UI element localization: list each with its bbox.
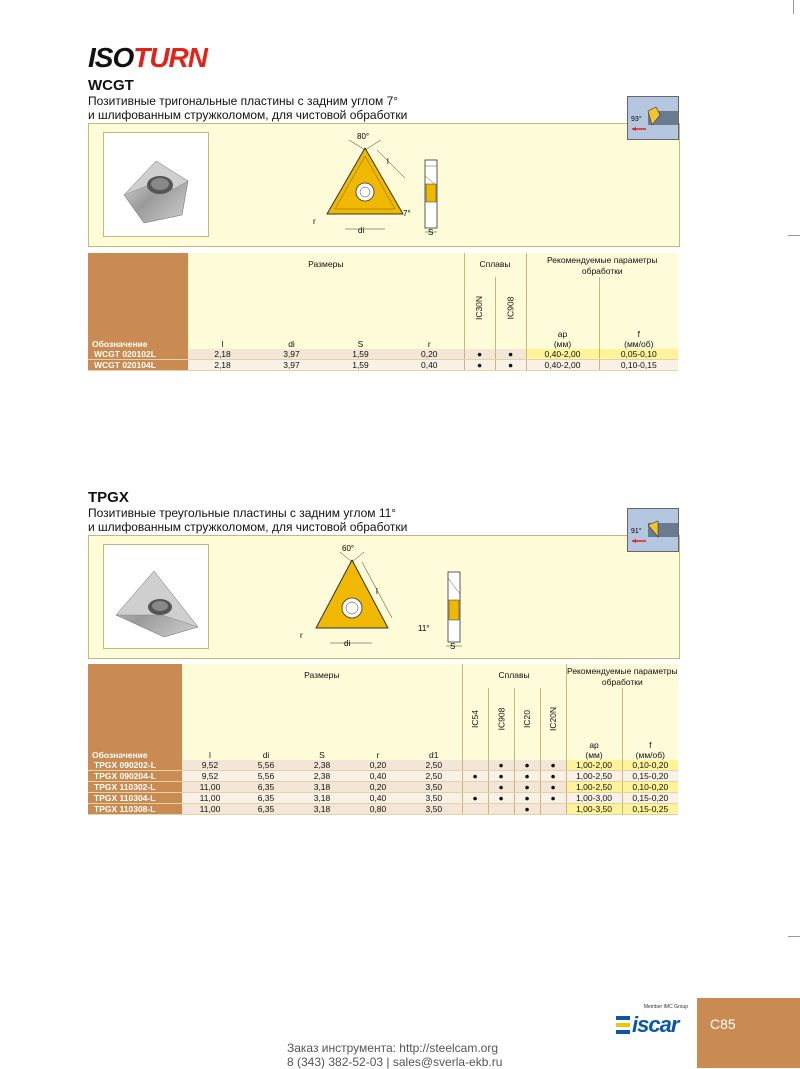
holder-graphic [628, 97, 678, 139]
section2-description: Позитивные треугольные пластины с задним углом 11° и шлифованным стружколомом, для чистовой обработки [88, 506, 408, 534]
insert-photo [103, 544, 209, 649]
tpgx-diagram [300, 538, 475, 653]
corner-angle-label: 80° [357, 132, 370, 141]
isoturn-logo: ISOTURN [88, 42, 207, 73]
wcgt-spec-table [88, 253, 678, 371]
length-label: l [376, 587, 378, 596]
ap-header-top: ap [566, 688, 622, 750]
f-header-top: f [599, 277, 678, 339]
ap-header-unit: (мм) [566, 750, 622, 760]
thickness-label: S [450, 642, 456, 651]
tool-holder-icon [627, 508, 679, 552]
grade-col-ic54: IC54 [462, 688, 488, 750]
iscar-emblem-icon [616, 1014, 630, 1036]
di-label: di [344, 639, 351, 648]
tpgx-spec-table [88, 664, 678, 815]
footer-order-line: Заказ инструмента: http://steelcam.org [287, 1041, 499, 1055]
section2-code: TPGX [88, 489, 129, 506]
footer-phone-line: 8 (343) 382-52-03 | sales@sverla-ekb.ru [287, 1055, 503, 1069]
table-row: WCGT 020104L 2,18 3,97 1,59 0,40 ● ● 0,40-2,00 0,10-0,15 [88, 360, 678, 371]
dim-col-s: S [326, 339, 395, 349]
page-number-box [697, 998, 800, 1068]
dim-col-l: l [182, 750, 238, 760]
f-header-unit: (мм/об) [599, 339, 678, 349]
crop-mark [788, 936, 800, 937]
grade-col-ic30n: IC30N [464, 277, 495, 339]
table-row: WCGT 020102L 2,18 3,97 1,59 0,20 ● ● 0,40-2,00 0,05-0,10 [88, 349, 678, 360]
dimensions-header: Размеры [182, 664, 462, 688]
dims-spacer [182, 688, 462, 750]
holder-graphic [628, 509, 678, 551]
grade-col-ic20n: IC20N [540, 688, 566, 750]
tpgx-insert-photo [104, 545, 208, 648]
radius-label: r [313, 217, 316, 226]
recommended-header: Рекомендуемые параметры обработки [526, 253, 678, 277]
ap-header-unit: (мм) [526, 339, 599, 349]
radius-label: r [300, 631, 303, 640]
designation-header: Обозначение [88, 664, 182, 760]
relief-angle-label: 7° [403, 209, 411, 218]
dim-col-r: r [395, 339, 464, 349]
footer-contacts [287, 1041, 502, 1069]
tool-holder-icon [627, 96, 679, 140]
f-header-unit: (мм/об) [622, 750, 678, 760]
section1-description: Позитивные тригональные пластины с задним углом 7° и шлифованным стружколомом, для чистовой обработки [88, 94, 408, 122]
tool-angle-label: 91° [631, 528, 642, 535]
grades-header: Сплавы [464, 253, 526, 277]
grade-col-ic908: IC908 [495, 277, 526, 339]
iscar-logo: Member IMC Group iscar [616, 1004, 688, 1040]
section1-code: WCGT [88, 77, 134, 94]
crop-mark [788, 235, 800, 236]
grade-col-ic908: IC908 [488, 688, 514, 750]
tool-angle-label: 93° [631, 116, 642, 123]
f-header-top: f [622, 688, 678, 750]
insert-photo [103, 132, 209, 237]
di-label: di [358, 226, 365, 235]
table-row: TPGX 110308-L 11,00 6,35 3,18 0,80 3,50 ● 1,00-3,50 0,15-0,25 [88, 804, 678, 815]
corner-angle-label: 60° [342, 544, 355, 553]
table-row: TPGX 090204-L 9,52 5,56 2,38 0,40 2,50 ● ● ● ● 1,00-2,50 0,15-0,20 [88, 771, 678, 782]
dims-spacer [188, 277, 464, 339]
thickness-label: S [428, 228, 434, 237]
recommended-header: Рекомендуемые параметры обработки [567, 666, 678, 687]
dim-col-l: l [188, 339, 257, 349]
length-label: l [387, 157, 389, 166]
wcgt-insert-photo [104, 133, 208, 236]
grade-col-ic20: IC20 [514, 688, 540, 750]
dim-col-d1: d1 [406, 750, 462, 760]
table-row: TPGX 110304-L 11,00 6,35 3,18 0,40 3,50 ● ● ● ● 1,00-3,00 0,15-0,20 [88, 793, 678, 804]
designation-header: Обозначение [88, 253, 188, 349]
table-row: TPGX 090202-L 9,52 5,56 2,38 0,20 2,50 ● ● ● 1,00-2,00 0,10-0,20 [88, 760, 678, 771]
dim-col-di: di [257, 339, 326, 349]
grades-header: Сплавы [462, 664, 566, 688]
ap-header-top: ap [526, 277, 599, 339]
table-row: TPGX 110302-L 11,00 6,35 3,18 0,20 3,50 ● ● ● 1,00-2,50 0,10-0,20 [88, 782, 678, 793]
dim-col-r: r [350, 750, 406, 760]
relief-angle-label: 11° [418, 624, 430, 633]
crop-mark [793, 0, 794, 14]
wcgt-diagram [305, 126, 470, 241]
page-number: C85 [710, 1016, 736, 1032]
dimensions-header: Размеры [188, 253, 464, 277]
dim-col-s: S [294, 750, 350, 760]
dim-col-di: di [238, 750, 294, 760]
